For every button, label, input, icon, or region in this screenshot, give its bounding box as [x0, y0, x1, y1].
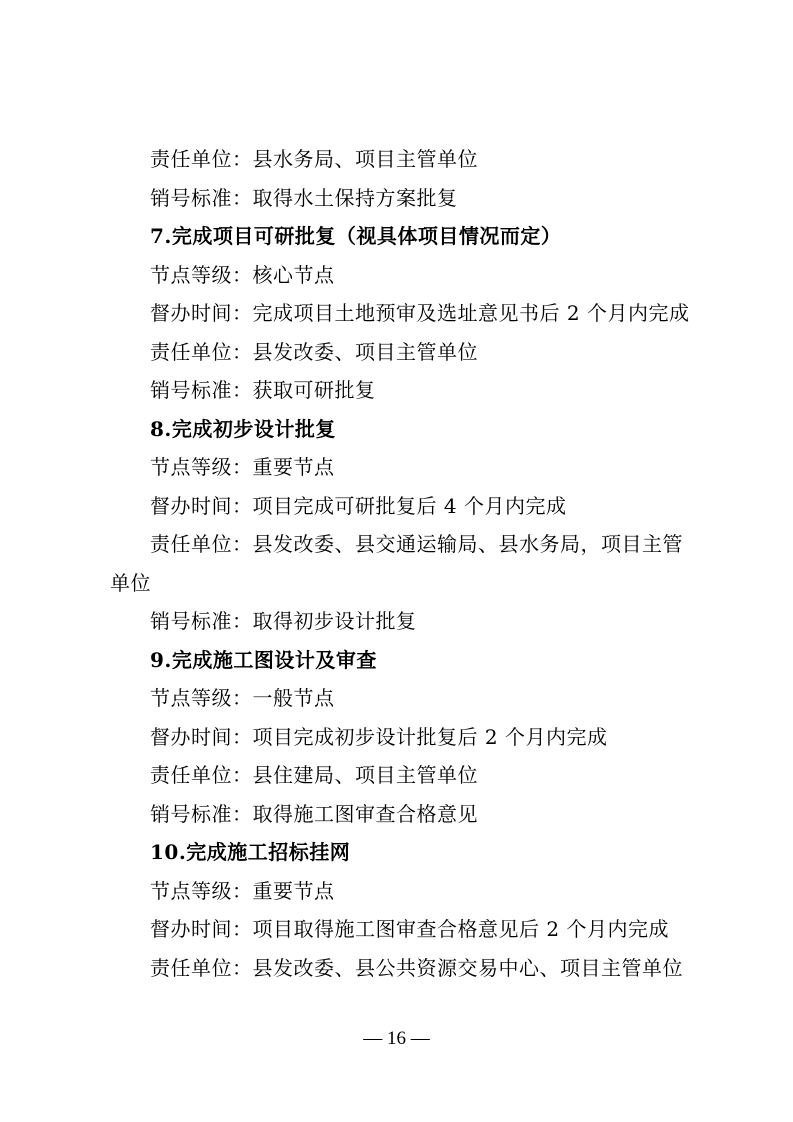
- body-line: 督办时间：项目取得施工图审查合格意见后 2 个月内完成: [150, 917, 669, 941]
- body-line: 督办时间：项目完成初步设计批复后 2 个月内完成: [150, 724, 608, 749]
- body-line: 责任单位：县发改委、项目主管单位: [150, 339, 478, 364]
- body-line: 督办时间：完成项目土地预审及选址意见书后 2 个月内完成: [150, 301, 690, 325]
- body-line: 责任单位：县水务局、项目主管单位: [150, 147, 478, 171]
- body-line: 节点等级：重要节点: [150, 455, 335, 479]
- body-line: 督办时间：项目完成可研批复后 4 个月内完成: [150, 493, 567, 518]
- document-body: [110, 140, 700, 987]
- body-line: 责任单位：县发改委、县公共资源交易中心、项目主管单位: [150, 955, 683, 980]
- body-line: 节点等级：一般节点: [150, 686, 335, 710]
- body-line: 销号标准：取得施工图审查合格意见: [150, 801, 478, 826]
- section-heading: 9.完成施工图设计及审查: [150, 647, 377, 672]
- body-line: 节点等级：核心节点: [150, 262, 335, 287]
- body-line: 节点等级：重要节点: [150, 878, 335, 903]
- page-number: — 16 —: [363, 1028, 430, 1049]
- body-line: 责任单位：县住建局、项目主管单位: [150, 763, 478, 787]
- section-heading: 7.完成项目可研批复（视具体项目情况而定）: [150, 224, 562, 248]
- body-line-wrapped: 责任单位：县发改委、县交通运输局、县水务局，项目主管单位: [110, 532, 683, 595]
- section-heading: 10.完成施工招标挂网: [150, 840, 351, 864]
- section-heading: 8.完成初步设计批复: [150, 416, 336, 441]
- body-line: 销号标准：取得水土保持方案批复: [150, 185, 458, 210]
- body-line: 销号标准：取得初步设计批复: [150, 609, 417, 633]
- body-line: 销号标准：获取可研批复: [150, 378, 376, 402]
